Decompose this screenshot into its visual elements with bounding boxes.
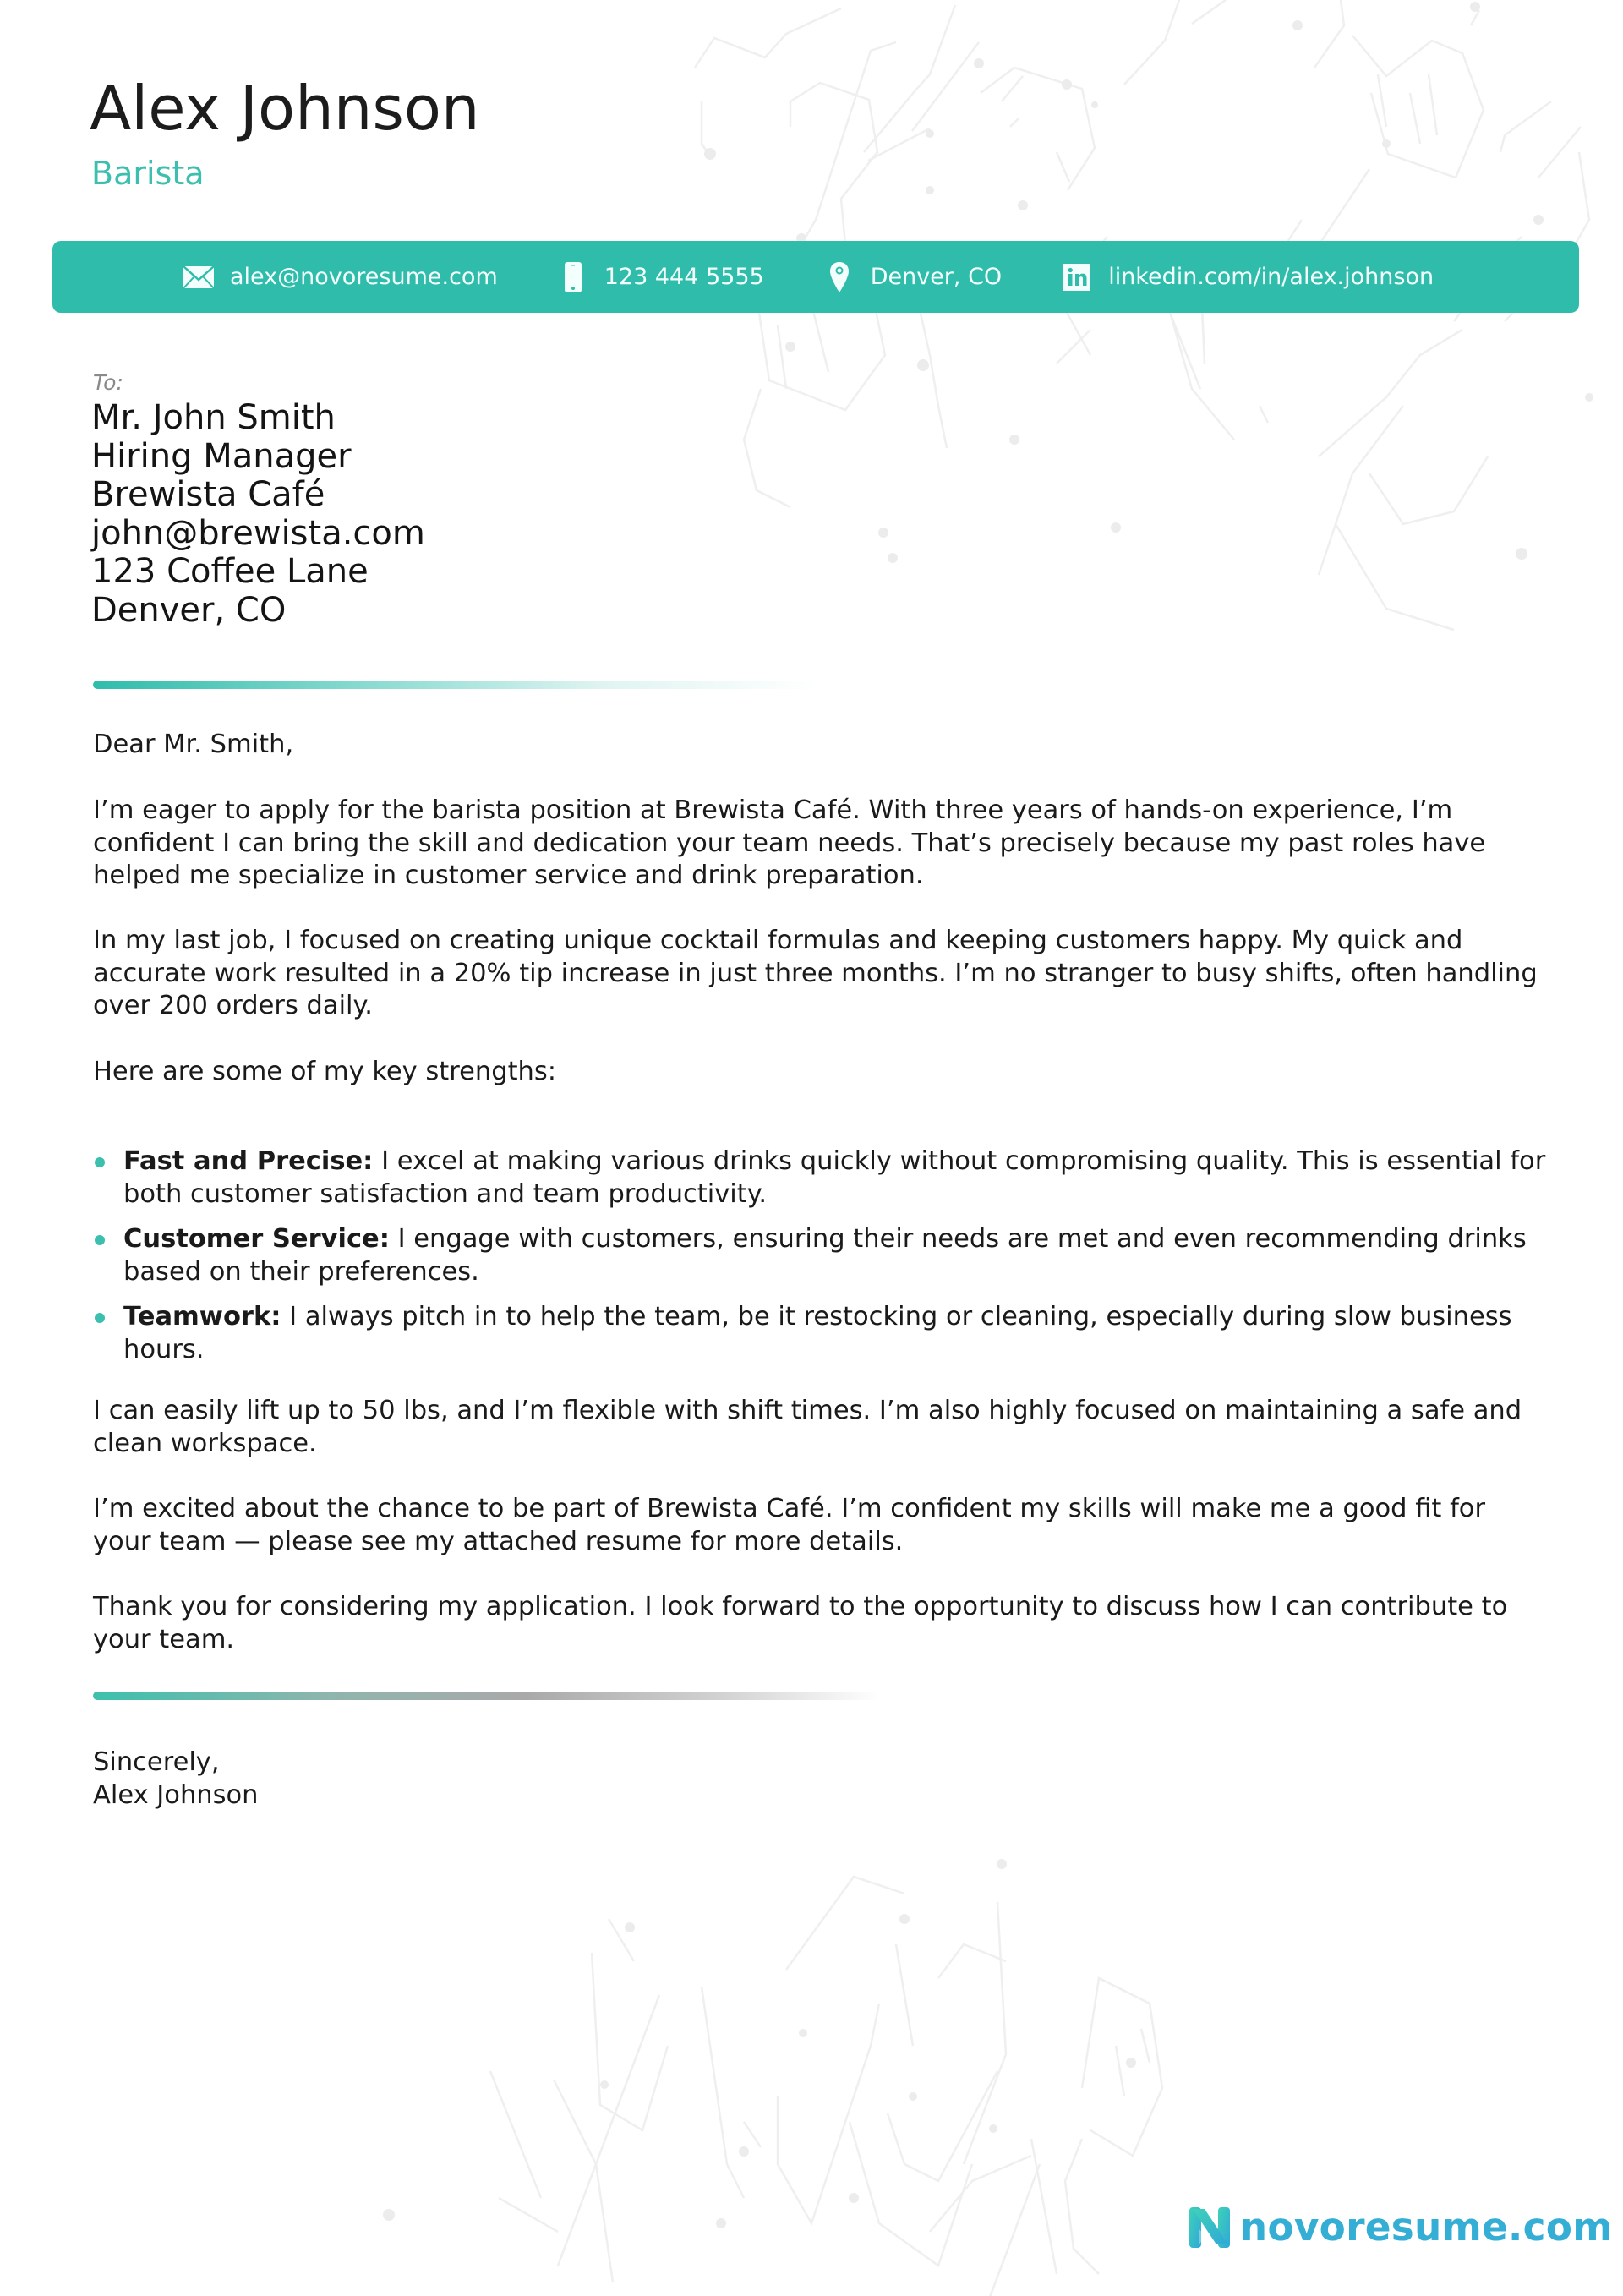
signoff: Sincerely, [93,1747,220,1777]
contact-email[interactable] [183,262,498,292]
strength-title: Fast and Precise: [123,1146,374,1176]
linkedin-icon [1061,262,1093,292]
signature: Alex Johnson [93,1779,259,1810]
strength-item [93,1145,1555,1211]
greeting-text: Dear Mr. Smith, [93,730,294,759]
strengths-list [93,1145,1555,1380]
map-pin-icon [823,262,855,292]
strength-item [93,1301,1555,1366]
letter-paragraph-1 [93,795,1547,893]
contact-linkedin-text: linkedin.com/in/alex.johnson [1108,264,1434,290]
strength-text: I excel at making various drinks quickly without compromising quality. This is essential for both customer satisfaction and team productivity. [123,1146,1546,1209]
paragraph-text: I can easily lift up to 50 lbs, and I’m flexible with shift times. I’m also highly focused on maintaining a safe and clean workspace. [93,1396,1522,1458]
letter-paragraph-6 [93,1591,1547,1656]
contact-location-text: Denver, CO [870,264,1003,290]
strength-text: I engage with customers, ensuring their needs are met and even recommending drinks based on their preferences. [123,1224,1527,1287]
contact-linkedin[interactable] [1061,262,1434,292]
novoresume-n-icon [1188,2206,1232,2250]
envelope-icon [183,262,215,292]
applicant-title: Barista [91,155,205,192]
novoresume-logo[interactable] [1188,2205,1613,2250]
logo-text: novoresume.com [1240,2205,1613,2250]
letter-paragraph-2 [93,925,1547,1023]
contact-phone[interactable] [557,262,764,292]
recipient-role: Hiring Manager [91,436,352,476]
letter-paragraph-5 [93,1493,1547,1558]
paragraph-text: Thank you for considering my application. I look forward to the opportunity to discuss how I can contribute to your team. [93,1592,1508,1654]
recipient-email: john@brewista.com [91,513,425,553]
bullet-dot-icon [95,1313,105,1323]
letter-greeting [93,729,1547,762]
recipient-company: Brewista Café [91,475,325,514]
contact-phone-text: 123 444 5555 [604,264,764,290]
strength-item [93,1223,1555,1288]
paragraph-text: In my last job, I focused on creating unique cocktail formulas and keeping customers happy. My quick and accurate work resulted in a 20% tip increase in just three months. I’m no stranger to busy shifts, often handling over 200 orders daily. [93,926,1538,1021]
recipient-street: 123 Coffee Lane [91,552,369,591]
contact-bar [52,241,1579,313]
contact-email-text: alex@novoresume.com [230,264,498,290]
paragraph-text: I’m excited about the chance to be part of Brewista Café. I’m confident my skills will make me a good fit for your team — please see my attached resume for more details. [93,1494,1485,1556]
bullet-dot-icon [95,1157,105,1167]
recipient-name: Mr. John Smith [91,398,336,437]
strength-title: Customer Service: [123,1224,390,1255]
letter-closing [93,1747,259,1812]
recipient-block [91,399,425,630]
section-divider-bottom [93,1692,879,1700]
paragraph-text: I’m eager to apply for the barista position at Brewista Café. With three years of hands-on experience, I’m confident I can bring the skill and dedication your team needs. That’s precisely because my past roles have helped me specialize in customer service and drink preparation. [93,795,1486,891]
paragraph-text: Here are some of my key strengths: [93,1057,557,1086]
contact-location[interactable] [823,262,1002,292]
strength-title: Teamwork: [123,1302,281,1332]
bullet-dot-icon [95,1235,105,1245]
letter-paragraph-4 [93,1395,1547,1460]
applicant-name: Alex Johnson [90,73,480,144]
recipient-label: To: [93,370,123,395]
strength-text: I always pitch in to help the team, be it restocking or cleaning, especially during slow business hours. [123,1302,1512,1364]
phone-icon [557,262,589,292]
recipient-city: Denver, CO [91,590,287,630]
section-divider-top [93,681,820,689]
strengths-intro [93,1056,1547,1089]
